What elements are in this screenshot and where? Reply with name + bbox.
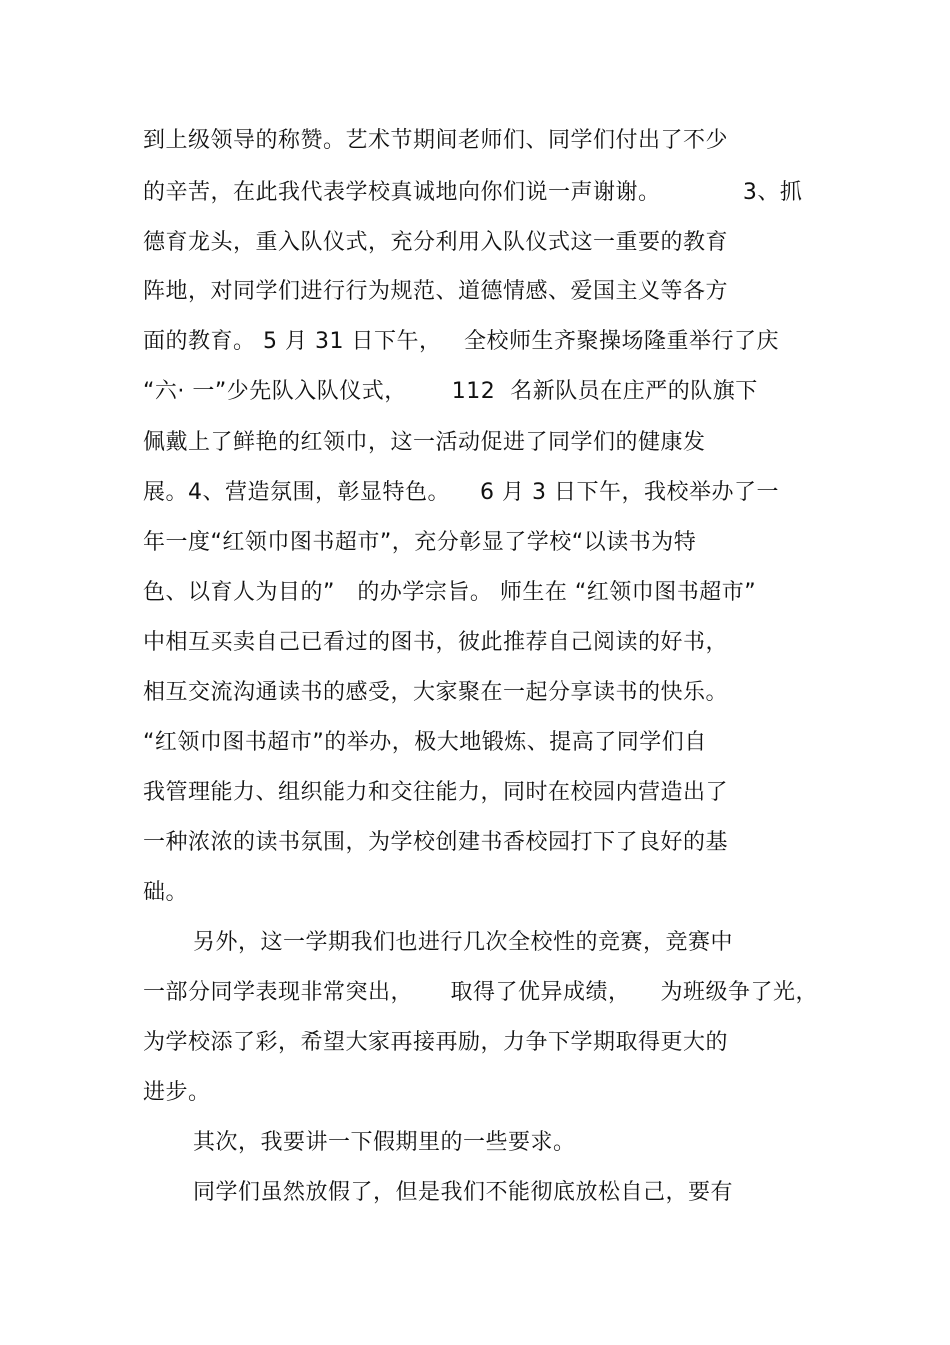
paragraph-line: 阵地，对同学们进行行为规范、道德情感、爱国主义等各方 [143, 279, 729, 304]
paragraph-line: 到上级领导的称赞。艺术节期间老师们、同学们付出了不少 [143, 128, 729, 153]
paragraph-line: 色、以育人为目的” 的办学宗旨。 师生在 “红领巾图书超市” [143, 580, 757, 605]
paragraph-line: 另外，这一学期我们也进行几次全校性的竞赛，竞赛中 [193, 930, 734, 955]
paragraph-line: “红领巾图书超市”的举办，极大地锻炼、提高了同学们自 [143, 730, 707, 755]
paragraph-line: 同学们虽然放假了，但是我们不能彻底放松自己，要有 [193, 1180, 734, 1205]
paragraph-line: 面的教育。 5 月 31 日下午， 全校师生齐聚操场隆重举行了庆 [143, 329, 779, 354]
paragraph-line: 相互交流沟通读书的感受，大家聚在一起分享读书的快乐。 [143, 680, 729, 705]
paragraph-line: “六· 一”少先队入队仪式， 112 名新队员在庄严的队旗下 [143, 379, 758, 404]
paragraph-line: 的辛苦，在此我代表学校真诚地向你们说一声谢谢。 3、抓 [143, 180, 803, 205]
paragraph-line: 础。 [143, 880, 189, 905]
paragraph-line: 佩戴上了鲜艳的红领巾，这一活动促进了同学们的健康发 [143, 430, 706, 455]
paragraph-line: 一种浓浓的读书氛围，为学校创建书香校园打下了良好的基 [143, 830, 729, 855]
paragraph-line: 展。4、营造氛围，彰显特色。 6 月 3 日下午，我校举办了一 [143, 480, 779, 505]
paragraph-line: 其次，我要讲一下假期里的一些要求。 [193, 1130, 576, 1155]
paragraph-line: 进步。 [143, 1080, 211, 1105]
paragraph-line: 年一度“红领巾图书超市”，充分彰显了学校“以读书为特 [143, 530, 697, 555]
paragraph-line: 德育龙头，重入队仪式，充分利用入队仪式这一重要的教育 [143, 230, 729, 255]
paragraph-line: 为学校添了彩，希望大家再接再励，力争下学期取得更大的 [143, 1030, 729, 1055]
paragraph-line: 我管理能力、组织能力和交往能力，同时在校园内营造出了 [143, 780, 729, 805]
paragraph-line: 中相互买卖自己已看过的图书，彼此推荐自己阅读的好书， [143, 630, 729, 655]
paragraph-line: 一部分同学表现非常突出， 取得了优异成绩， 为班级争了光， [143, 980, 818, 1005]
